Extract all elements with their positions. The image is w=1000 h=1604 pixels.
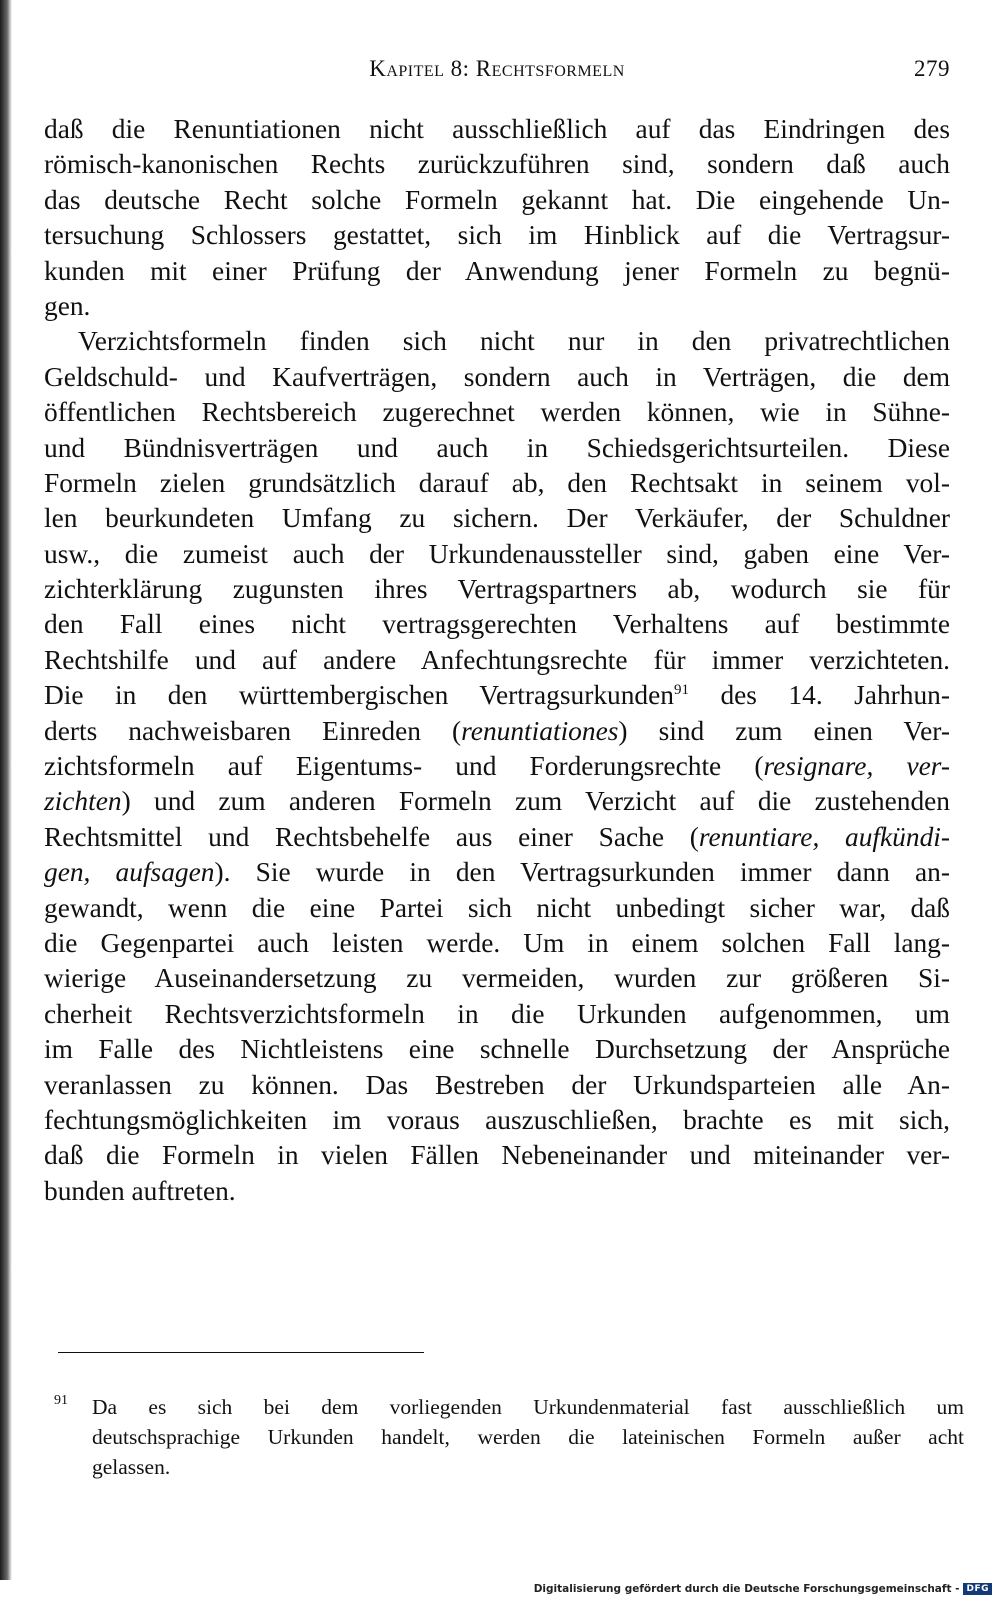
text-line: wierige Auseinandersetzung zu vermeiden, wurden zur größeren Si- bbox=[44, 963, 950, 994]
text-line: römisch-kanonischen Rechts zurückzuführen sind, sondern daß auch bbox=[44, 149, 950, 180]
text-line: Formeln zielen grundsätzlich darauf ab, den Rechtsakt in seinem vol- bbox=[44, 467, 950, 498]
text-segment: ). Sie wurde in den Vertragsurkunden immer dann an- bbox=[214, 857, 950, 888]
italic-term: resignare, ver- bbox=[763, 751, 951, 782]
digitization-credit bbox=[534, 1580, 992, 1598]
text-line: öffentlichen Rechtsbereich zugerechnet werden können, wie in Sühne- bbox=[44, 397, 950, 428]
text-line: Rechtshilfe und auf andere Anfechtungsrechte für immer verzichteten. bbox=[44, 644, 950, 675]
text-line: gen. bbox=[44, 290, 91, 321]
footnote-separator bbox=[58, 1352, 424, 1353]
text-line: tersuchung Schlossers gestattet, sich im Hinblick auf die Vertragsur- bbox=[44, 220, 950, 251]
credit-text: Digitalisierung gefördert durch die Deutsche Forschungsgemeinschaft - bbox=[533, 1583, 960, 1595]
footnote bbox=[44, 1392, 964, 1482]
text-line: cherheit Rechtsverzichtsformeln in die Urkunden aufgenommen, um bbox=[44, 998, 950, 1029]
text-line: Verzichtsformeln finden sich nicht nur in den privatrechtlichen bbox=[78, 326, 950, 357]
text-segment: derts nachweisbaren Einreden ( bbox=[44, 715, 462, 746]
text-line: kunden mit einer Prüfung der Anwendung jener Formeln zu begnü- bbox=[44, 255, 950, 286]
italic-term: renuntiationes bbox=[461, 715, 619, 746]
footnote-reference[interactable]: 91 bbox=[673, 682, 689, 699]
footnote-number: 91 bbox=[54, 1393, 68, 1408]
text-segment: des 14. Jahrhun- bbox=[688, 680, 950, 711]
text-line: veranlassen zu können. Das Bestreben der Urkundsparteien alle An- bbox=[44, 1069, 950, 1100]
running-title: Kapitel 8: Rechtsformeln bbox=[369, 56, 625, 81]
text-line bbox=[44, 820, 950, 855]
italic-term: zichten bbox=[44, 786, 122, 817]
text-line: das deutsche Recht solche Formeln gekannt hat. Die eingehende Un- bbox=[44, 184, 950, 215]
text-line: len beurkundeten Umfang zu sichern. Der Verkäufer, der Schuldner bbox=[44, 503, 950, 534]
text-line: bunden auftreten. bbox=[44, 1175, 236, 1206]
italic-term: gen, aufsagen bbox=[44, 857, 215, 888]
text-line: daß die Formeln in vielen Fällen Nebeneinander und miteinander ver- bbox=[44, 1140, 950, 1171]
text-segment: ) sind zum einen Ver- bbox=[618, 715, 950, 746]
text-line: usw., die zumeist auch der Urkundenaussteller sind, gaben eine Ver- bbox=[44, 538, 950, 569]
text-line: fechtungsmöglichkeiten im voraus auszuschließen, brachte es mit sich, bbox=[44, 1104, 950, 1135]
page-number: 279 bbox=[914, 56, 950, 81]
italic-term: renuntiare, aufkündi- bbox=[698, 821, 950, 852]
text-segment: Die in den württembergischen Vertragsurkunden bbox=[44, 680, 674, 711]
dfg-logo: DFG bbox=[963, 1583, 992, 1595]
text-segment: zichtsformeln auf Eigentums- und Forderungsrechte ( bbox=[44, 751, 764, 782]
text-line: den Fall eines nicht vertragsgerechten Verhaltens auf bestimmte bbox=[44, 609, 950, 640]
text-segment: Rechtsmittel und Rechtsbehelfe aus einer Sache ( bbox=[44, 821, 699, 852]
text-line: im Falle des Nichtleistens eine schnelle Durchsetzung der Ansprüche bbox=[44, 1034, 950, 1065]
text-line bbox=[44, 749, 950, 784]
running-header bbox=[44, 56, 950, 88]
footnote-line: Da es sich bei dem vorliegenden Urkundenmaterial fast ausschließlich um bbox=[92, 1395, 964, 1419]
text-line bbox=[44, 784, 950, 819]
text-segment: ) und zum anderen Formeln zum Verzicht auf die zustehenden bbox=[121, 786, 950, 817]
footnote-line: deutschsprachige Urkunden handelt, werden die lateinischen Formeln außer acht bbox=[92, 1425, 964, 1449]
main-text bbox=[44, 112, 950, 1209]
footnote-body bbox=[92, 1392, 964, 1482]
text-line: Geldschuld- und Kaufverträgen, sondern auch in Verträgen, die dem bbox=[44, 361, 950, 392]
text-line: daß die Renuntiationen nicht ausschließlich auf das Eindringen des bbox=[44, 114, 950, 144]
text-line bbox=[44, 714, 950, 749]
page-binding-edge bbox=[0, 0, 12, 1580]
text-line bbox=[44, 855, 950, 890]
text-line bbox=[44, 678, 950, 713]
footnote-line: gelassen. bbox=[92, 1455, 171, 1479]
text-line: und Bündnisverträgen und auch in Schiedsgerichtsurteilen. Diese bbox=[44, 432, 950, 463]
text-line: zichterklärung zugunsten ihres Vertragspartners ab, wodurch sie für bbox=[44, 574, 950, 605]
text-line: die Gegenpartei auch leisten werde. Um in einem solchen Fall lang- bbox=[44, 927, 950, 958]
text-line: gewandt, wenn die eine Partei sich nicht unbedingt sicher war, daß bbox=[44, 892, 950, 923]
